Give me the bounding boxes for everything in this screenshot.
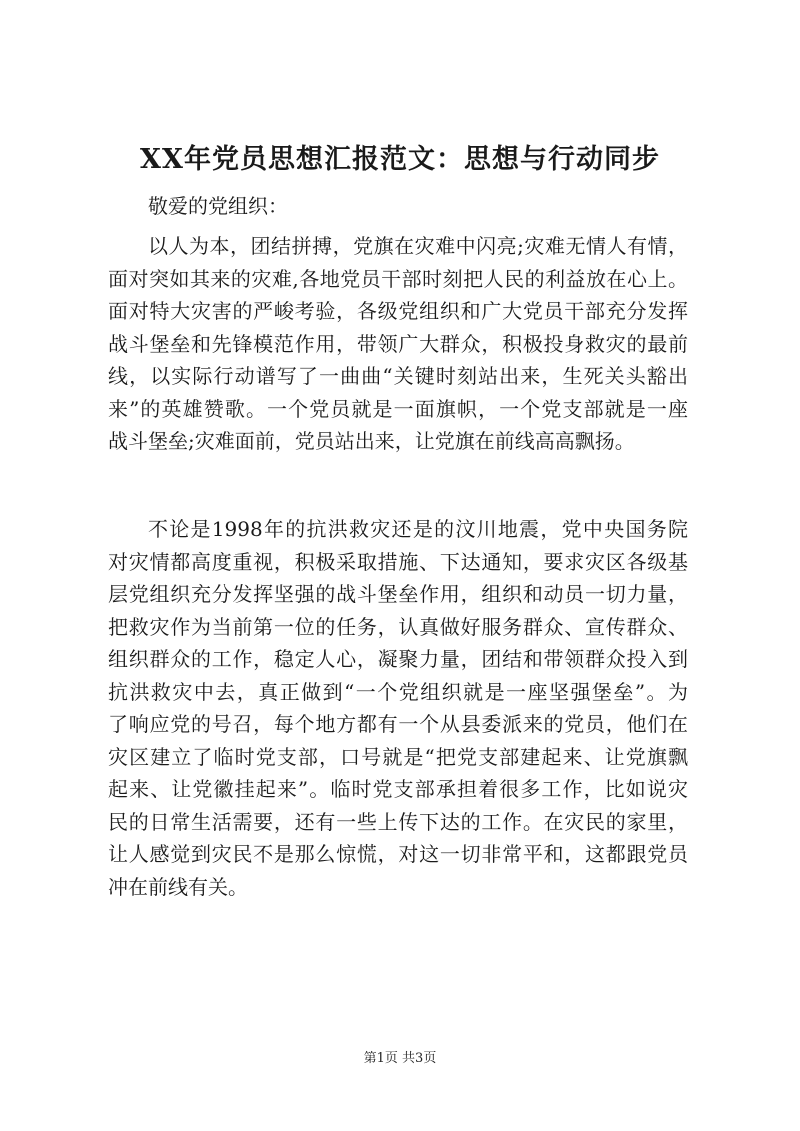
paragraph-line: 组织群众的工作，稳定人心，凝聚力量，团结和带领群众投入到 (108, 647, 688, 671)
paragraph-line: 抗洪救灾中去，真正做到“一个党组织就是一座坚强堡垒”。为 (108, 679, 688, 704)
paragraph-line: 战斗堡垒;灾难面前，党员站出来，让党旗在前线高高飘扬。 (108, 429, 635, 453)
page-number-footer: 第1页 共3页 (363, 1051, 437, 1066)
paragraph-line: 以人为本，团结拼搏，党旗在灾难中闪亮;灾难无情人有情， (148, 234, 688, 258)
paragraph-line: 冲在前线有关。 (108, 874, 248, 899)
paragraph-line: 不论是1998年的抗洪救灾还是的汶川地震，党中央国务院 (148, 517, 688, 541)
paragraph-line: 层党组织充分发挥坚强的战斗堡垒作用，组织和动员一切力量， (108, 582, 688, 606)
paragraph-line: 让人感觉到灾民不是那么惊慌，对这一切非常平和，这都跟党员 (108, 842, 688, 866)
paragraph-2 (108, 513, 688, 968)
paragraph-line: 对灾情都高度重视，积极采取措施、下达通知，要求灾区各级基 (108, 549, 688, 574)
paragraph-line: 面对特大灾害的严峻考验，各级党组织和广大党员干部充分发挥 (108, 299, 688, 323)
paragraph-line: 把救灾作为当前第一位的任务，认真做好服务群众、宣传群众、 (108, 614, 688, 639)
paragraph-line: 灾区建立了临时党支部，口号就是“把党支部建起来、让党旗飘 (108, 744, 688, 769)
paragraph-line: 来”的英雄赞歌。一个党员就是一面旗帜，一个党支部就是一座 (108, 396, 688, 421)
salutation: 敬爱的党组织： (148, 194, 288, 218)
paragraph-line: 战斗堡垒和先锋模范作用，带领广大群众，积极投身救灾的最前 (108, 331, 688, 356)
paragraph-line: 面对突如其来的灾难,各地党员干部时刻把人民的利益放在心上。 (108, 266, 688, 291)
paragraph-line: 线，以实际行动谱写了一曲曲“关键时刻站出来，生死关头豁出 (108, 364, 688, 388)
document-title: XX年党员思想汇报范文：思想与行动同步 (140, 144, 660, 175)
paragraph-line: 了响应党的号召，每个地方都有一个从县委派来的党员，他们在 (108, 712, 688, 736)
paragraph-line: 起来、让党徽挂起来”。临时党支部承担着很多工作，比如说灾 (108, 777, 688, 801)
paragraph-1 (108, 230, 688, 500)
paragraph-line: 民的日常生活需要，还有一些上传下达的工作。在灾民的家里， (108, 809, 688, 834)
